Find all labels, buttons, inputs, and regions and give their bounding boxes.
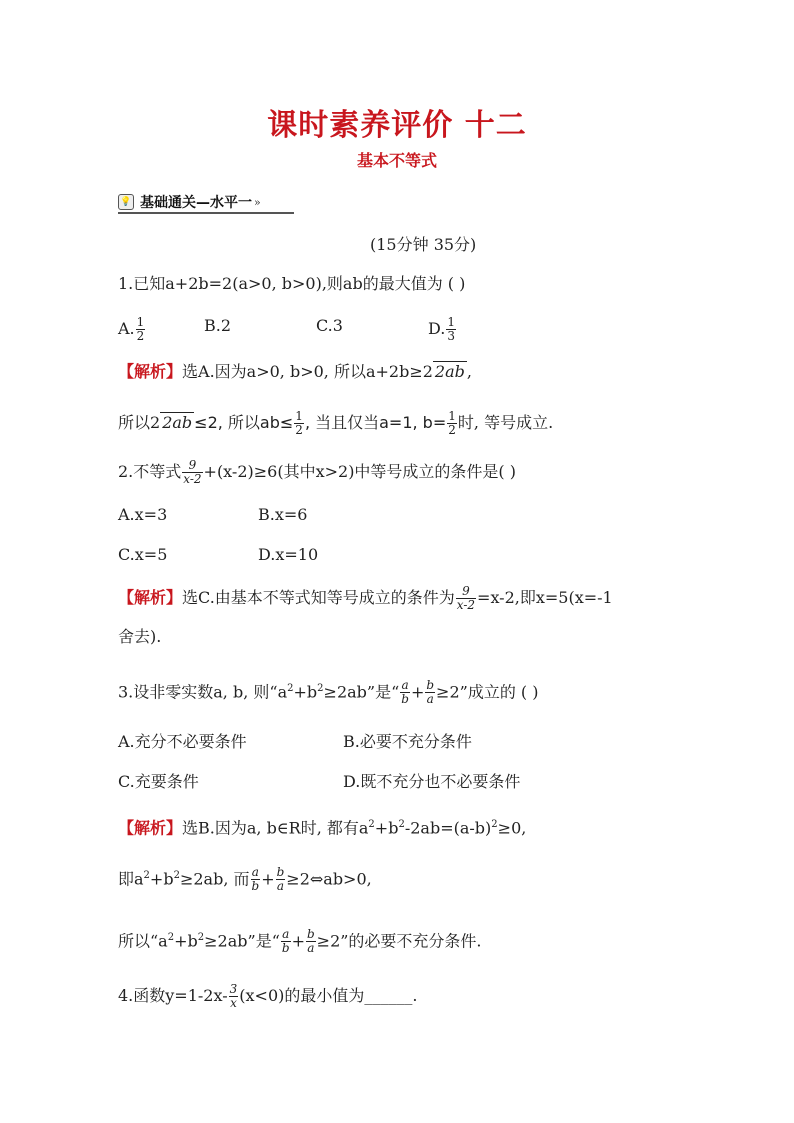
q3-option-c: C.充要条件 bbox=[118, 772, 199, 791]
q2-analysis-line1: 【解析】选C.由基本不等式知等号成立的条件为 $\frac{9}{x-2}$ =x-2,即x=5(x=-1 bbox=[118, 584, 613, 612]
q1-analysis-line1: 【解析】选A.因为a>0, b>0, 所以a+2b≥2 2ab , bbox=[118, 362, 472, 381]
q1-option-a: A. $\frac{1}{2}$ bbox=[118, 315, 145, 343]
q2-stem: 2.不等式 $\frac{9}{x-2}$ +(x-2)≥6(其中x>2)中等号成立的条件是( ) bbox=[118, 458, 517, 486]
q3-analysis-line2: 即$a^2+b^2\ge 2ab$, 而 $\frac{a}{b}$ + $\frac{b}{a}$ ≥2⇔ab>0, bbox=[118, 865, 372, 894]
q3-option-b: B.必要不充分条件 bbox=[343, 732, 472, 751]
analysis-tag: 【解析】 bbox=[118, 588, 183, 607]
q2-option-d: D.x=10 bbox=[258, 545, 319, 564]
q2-option-c: C.x=5 bbox=[118, 545, 168, 564]
q2-option-b: B.x=6 bbox=[258, 505, 308, 524]
q2-option-a: A.x=3 bbox=[118, 505, 168, 524]
q3-analysis-line3: 所以“$a^2+b^2\ge 2ab$”是“ $\frac{a}{b}$ + $\frac{b}{a}$ ≥2”的必要不充分条件. bbox=[118, 927, 482, 956]
q3-option-a: A.充分不必要条件 bbox=[118, 732, 247, 751]
q3-option-d: D.既不充分也不必要条件 bbox=[343, 772, 521, 791]
q3-analysis-line1: 【解析】选B.因为a, b∈R时, 都有$a^2+b^2-2ab=(a-b)^2\ge 0$, bbox=[118, 818, 527, 838]
q2-analysis-line2: 舍去). bbox=[118, 627, 162, 646]
section-label: 基础通关—水平一 bbox=[140, 195, 252, 211]
section-header bbox=[118, 192, 294, 214]
analysis-tag: 【解析】 bbox=[118, 818, 183, 838]
q1-option-c: C.3 bbox=[316, 316, 343, 335]
page-subtitle: 基本不等式 bbox=[356, 151, 437, 170]
double-chevron-icon: » bbox=[254, 195, 261, 209]
q3-stem: 3.设非零实数a, b, 则“$a^2+b^2\ge 2ab$”是“ $\frac{a}{b}$ + $\frac{b}{a}$ ≥2”成立的 ( ) bbox=[118, 678, 539, 707]
q1-option-b: B.2 bbox=[204, 316, 232, 335]
analysis-tag: 【解析】 bbox=[118, 362, 183, 381]
lightbulb-icon: 💡 bbox=[118, 194, 134, 210]
q4-stem: 4.函数y=1-2x- $\frac{3}{x}$ (x<0)的最小值为______. bbox=[118, 982, 418, 1010]
q1-analysis-line2: 所以2 2ab ≤2, 所以ab≤ $\frac{1}{2}$ , 当且仅当a=1, b= $\frac{1}{2}$ 时, 等号成立. bbox=[118, 409, 554, 437]
page-title: 课时素养评价 十二 bbox=[267, 108, 527, 143]
time-limit: (15分钟 35分) bbox=[370, 235, 477, 254]
q1-stem: 1.已知a+2b=2(a>0, b>0),则ab的最大值为 ( ) bbox=[118, 274, 466, 293]
q1-option-d: D. $\frac{1}{3}$ bbox=[428, 315, 455, 343]
